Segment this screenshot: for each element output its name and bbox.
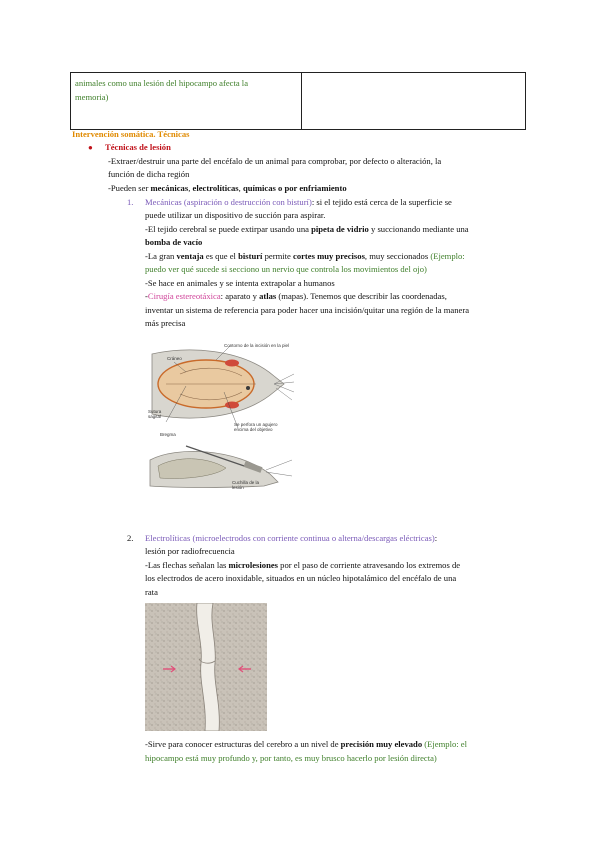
item1-line4 [145, 236, 202, 250]
histology-figure [145, 603, 267, 731]
text: -La gran [145, 251, 177, 261]
sep: , [238, 183, 243, 193]
item2-line3 [145, 559, 460, 573]
table-right-cell [302, 73, 526, 130]
pipette-term: pipeta de vidrio [311, 224, 369, 234]
stereotaxic-term: Cirugía estereotáxica [147, 291, 221, 301]
atlas-term: atlas [259, 291, 277, 301]
lesion-type-mechanical: mecánicas [150, 183, 189, 193]
table-left-line2: memoria) [75, 91, 109, 102]
text: -Sirve para conocer estructuras del cerebro a un nivel de [145, 739, 341, 749]
item1-line1 [145, 196, 452, 210]
microlesions-term: microlesiones [228, 560, 279, 570]
example-start: (Ejemplo: [430, 251, 465, 261]
item2-line5: rata [145, 587, 158, 597]
text: : [434, 533, 438, 543]
vacuum-term: bomba de vacío [145, 237, 203, 247]
lesion-p2-prefix: -Pueden ser [108, 183, 151, 193]
text: -El tejido cerebral se puede extirpar usando una [145, 224, 312, 234]
text: por el paso de corriente atravesando los extremos de [278, 560, 461, 570]
table-left-line1: animales como una lesión del hipocampo afecta la [75, 78, 249, 88]
lesion-heading-row [88, 141, 171, 155]
text: -Las flechas señalan las [145, 560, 229, 570]
fig-label-skull: Cráneo [167, 356, 182, 361]
section-title: Intervención somática. Técnicas [72, 129, 190, 139]
lesion-p2 [108, 182, 347, 196]
sep: , [188, 183, 193, 193]
item1-number: 1. [127, 197, 134, 207]
text: - [145, 291, 148, 301]
table-left-cell [71, 73, 302, 130]
item1-line5 [145, 250, 465, 264]
lesion-p1-line2: función de dicha región [108, 169, 190, 179]
notes-table [70, 72, 526, 130]
item1-line3 [145, 223, 469, 237]
lesion-type-chemical: químicas o por enfriamiento [242, 183, 347, 193]
item1-line6: puedo ver qué sucede si secciono un nervio que controla los movimientos del ojo) [145, 264, 427, 274]
fig-label-suture: Sutura sagital [148, 409, 162, 419]
item1-line10: más precisa [145, 318, 186, 328]
item2-line2: lesión por radiofrecuencia [145, 546, 235, 556]
example-start: (Ejemplo: el [422, 739, 468, 749]
item1-title: Mecánicas (aspiración o destrucción con bisturí) [145, 197, 312, 207]
lesion-p1-line1: -Extraer/destruir una parte del encéfalo de un animal para comprobar, por defecto o alteración, la [108, 156, 442, 166]
scalpel-term: bisturí [238, 251, 263, 261]
advantage-term: ventaja [176, 251, 204, 261]
fig-label-blade: Cuchilla de la lesión [232, 480, 260, 490]
fig-label-hole: Se perfora un agujero encima del objetivo [234, 422, 278, 432]
stereotaxic-figure [146, 336, 296, 494]
text: y succionando mediante una [368, 224, 469, 234]
lesion-heading: Técnicas de lesión [105, 142, 171, 152]
item2-line4: los electrodos de acero inoxidable, situados en un núcleo hipotalámico del encéfalo de una [145, 573, 457, 583]
item1-line2: puede utilizar un dispositivo de succión para aspirar. [145, 210, 326, 220]
item1-line7: -Se hace en animales y se intenta extrapolar a humanos [145, 278, 335, 288]
text: permite [262, 251, 293, 261]
item2-line6 [145, 738, 467, 752]
item2-line7: hipocampo está muy profundo y, por tanto, es muy brusco hacerlo por lesión directa) [145, 753, 437, 763]
item1-line8 [145, 290, 447, 304]
fig-label-bregma: Bregma [160, 432, 176, 437]
text: : aparato y [220, 291, 260, 301]
item2-title: Electrolíticas (microelectrodos con corriente continua o alterna/descargas eléctricas) [145, 533, 435, 543]
text: , muy seccionados [364, 251, 431, 261]
bullet-icon: ● [88, 143, 93, 152]
text: (mapas). Tenemos que describir las coordenadas, [276, 291, 447, 301]
item2-number: 2. [127, 533, 134, 543]
item2-line1 [145, 532, 437, 546]
fig-label-incision: Contorno de la incisión en la piel [224, 343, 290, 348]
item1-rest: : si el tejido está cerca de la superficie se [311, 197, 452, 207]
lesion-type-electrolytic: electrolíticas [192, 183, 239, 193]
precise-cuts-term: cortes muy precisos [293, 251, 365, 261]
item1-line9: inventar un sistema de referencia para poder hacer una incisión/quitar una región de la manera [145, 305, 470, 315]
brain-slice-micrograph [145, 603, 267, 731]
precision-term: precisión muy elevado [340, 739, 423, 749]
text: es que el [203, 251, 239, 261]
